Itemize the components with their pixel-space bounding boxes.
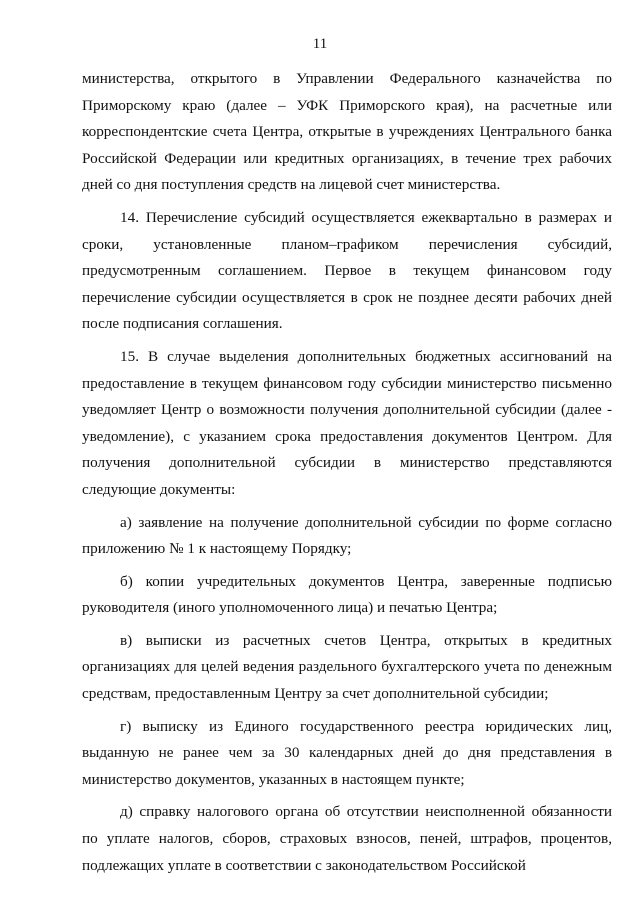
paragraph-continuation: министерства, открытого в Управлении Федерального казначейства по Приморскому краю (далее – УФК Приморского края), на расчетные или корреспондентские счета Центра, открытые в учреждениях Центрального банка Российской Федерации или кредитных организациях, в течение трех рабочих дней со дня поступления средств на лицевой счет министерства. — [82, 70, 612, 194]
paragraph-15: 15. В случае выделения дополнительных бюджетных ассигнований на предоставление в текущем финансовом году субсидии министерство письменно уведомляет Центр о возможности получения дополнительной субсидии (далее - уведомление), с указанием срока предоставления документов Центром. Для получения дополнительной субсидии в министерство представляются следующие документы: — [82, 347, 612, 498]
list-item-d: д) справку налогового органа об отсутствии неисполненной обязанности по уплате налогов, сборов, страховых взносов, пеней, штрафов, процентов, подлежащих уплате в соответствии с законодательством Российской — [82, 803, 612, 874]
list-item-a: а) заявление на получение дополнительной субсидии по форме согласно приложению № 1 к настоящему Порядку; — [82, 513, 612, 558]
page-number: 11 — [312, 36, 328, 52]
paragraph-14: 14. Перечисление субсидий осуществляется ежеквартально в размерах и сроки, установленные планом–графиком перечисления субсидий, предусмотренным соглашением. Первое в текущем финансовом году перечисление субсидии осуществляется в срок не позднее десяти рабочих дней после подписания соглашения. — [82, 208, 612, 333]
document-body — [82, 66, 612, 885]
list-item-g: г) выписку из Единого государственного реестра юридических лиц, выданную не ранее чем за 30 календарных дней до дня представления в министерство документов, указанных в настоящем пункте; — [82, 717, 612, 788]
list-item-b: б) копии учредительных документов Центра, заверенные подписью руководителя (иного уполномоченного лица) и печатью Центра; — [82, 572, 612, 617]
list-item-v: в) выписки из расчетных счетов Центра, открытых в кредитных организациях для целей ведения раздельного бухгалтерского учета по денежным средствам, предоставленным Центру за счет дополнительной субсидии; — [82, 631, 612, 703]
